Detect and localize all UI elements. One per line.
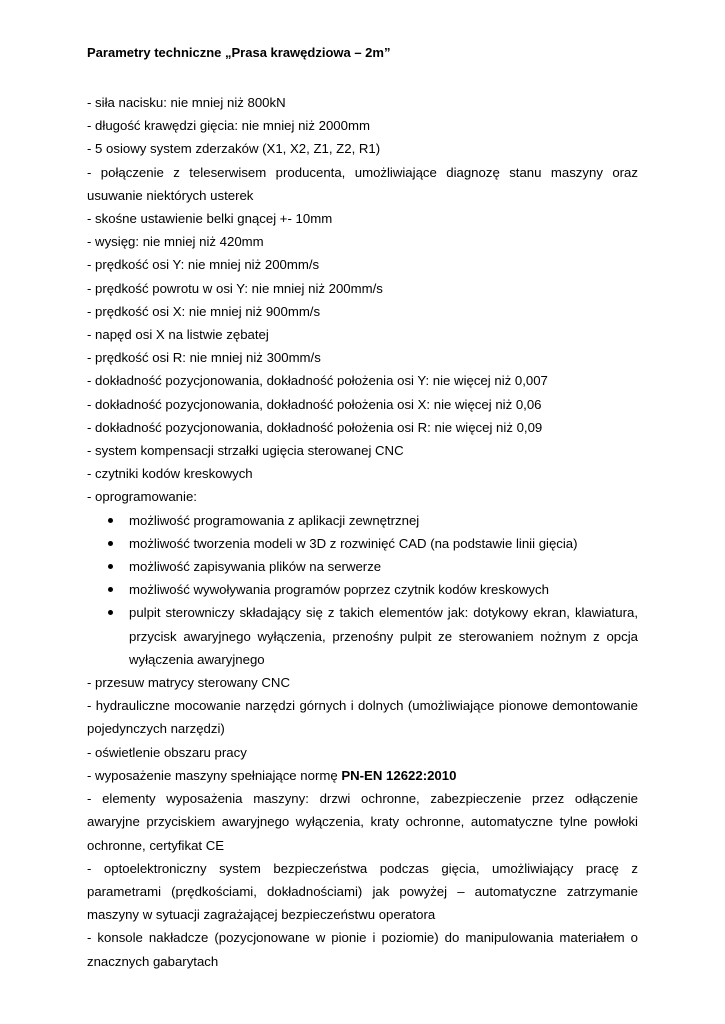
spec-item: - optoelektroniczny system bezpieczeństwa podczas gięcia, umożliwiający pracę z parametrami (prędkościami, dokładnościami) jak powyżej – automatyczne zatrzymanie maszyny w sytuacji zagrażającej bezpieczeństwu operatora <box>87 860 638 923</box>
spec-item: - prędkość osi Y: nie mniej niż 200mm/s <box>87 257 320 273</box>
bullet-text: możliwość zapisywania plików na serwerze <box>129 559 382 575</box>
spec-item: - długość krawędzi gięcia: nie mniej niż 2000mm <box>87 118 370 134</box>
bullet-text: możliwość programowania z aplikacji zewnętrznej <box>129 512 420 528</box>
bullet-icon <box>108 541 113 546</box>
spec-item: - dokładność pozycjonowania, dokładność położenia osi Y: nie więcej niż 0,007 <box>87 373 548 389</box>
bullet-item <box>87 555 638 578</box>
spec-item: - dokładność pozycjonowania, dokładność położenia osi R: nie więcej niż 0,09 <box>87 419 543 435</box>
bullet-icon <box>108 564 113 569</box>
spec-item: - hydrauliczne mocowanie narzędzi górnych i dolnych (umożliwiające pionowe demontowanie pojedynczych narzędzi) <box>87 698 638 737</box>
spec-item: - połączenie z teleserwisem producenta, umożliwiające diagnozę stanu maszyny oraz usuwanie niektórych usterek <box>87 164 638 203</box>
standard-norm: PN-EN 12622:2010 <box>341 767 457 783</box>
document-body <box>87 91 638 973</box>
spec-item: - 5 osiowy system zderzaków (X1, X2, Z1, Z2, R1) <box>87 141 381 157</box>
spec-item: - elementy wyposażenia maszyny: drzwi ochronne, zabezpieczenie przez odłączenie awaryjne przyciskiem awaryjnego wyłączenia, kraty ochronne, automatyczne tylne powłoki ochronne, certyfikat CE <box>87 791 638 853</box>
spec-item: - siła nacisku: nie mniej niż 800kN <box>87 95 286 110</box>
bullet-text: pulpit sterowniczy składający się z takich elementów jak: dotykowy ekran, klawiatura, przycisk awaryjnego wyłączenia, przenośny pulpit ze sterowaniem nożnym z opcja wyłączenia awaryjnego <box>129 605 638 667</box>
spec-item: - przesuw matrycy sterowany CNC <box>87 675 290 691</box>
spec-item: - czytniki kodów kreskowych <box>87 466 253 482</box>
bullet-icon <box>108 518 113 523</box>
bullet-icon <box>108 610 113 615</box>
bullet-text: możliwość tworzenia modeli w 3D z rozwinięć CAD (na podstawie linii gięcia) <box>129 535 578 551</box>
bullet-item <box>87 509 638 532</box>
spec-item: - wysięg: nie mniej niż 420mm <box>87 234 264 250</box>
document-title: Parametry techniczne „Prasa krawędziowa – 2m” <box>87 45 391 60</box>
spec-item: - oprogramowanie: <box>87 489 197 505</box>
software-bullet-list <box>87 509 638 671</box>
spec-item: - dokładność pozycjonowania, dokładność położenia osi X: nie więcej niż 0,06 <box>87 396 542 412</box>
bullet-item <box>87 601 638 671</box>
bullet-icon <box>108 587 113 592</box>
spec-item: - prędkość powrotu w osi Y: nie mniej niż 200mm/s <box>87 280 383 296</box>
spec-item-standard <box>87 764 638 787</box>
spec-item: - prędkość osi X: nie mniej niż 900mm/s <box>87 303 321 319</box>
standard-prefix: - wyposażenie maszyny spełniające normę <box>87 767 342 783</box>
spec-item: - napęd osi X na listwie zębatej <box>87 327 269 343</box>
bullet-item <box>87 578 638 601</box>
bullet-text: możliwość wywoływania programów poprzez czytnik kodów kreskowych <box>129 582 549 598</box>
spec-item: - skośne ustawienie belki gnącej +- 10mm <box>87 211 333 227</box>
bullet-item <box>87 532 638 555</box>
spec-item: - system kompensacji strzałki ugięcia sterowanej CNC <box>87 443 404 459</box>
spec-item: - prędkość osi R: nie mniej niż 300mm/s <box>87 350 321 366</box>
spec-item: - oświetlenie obszaru pracy <box>87 744 247 760</box>
spec-item: - konsole nakładcze (pozycjonowane w pionie i poziomie) do manipulowania materiałem o znacznych gabarytach <box>87 930 638 969</box>
